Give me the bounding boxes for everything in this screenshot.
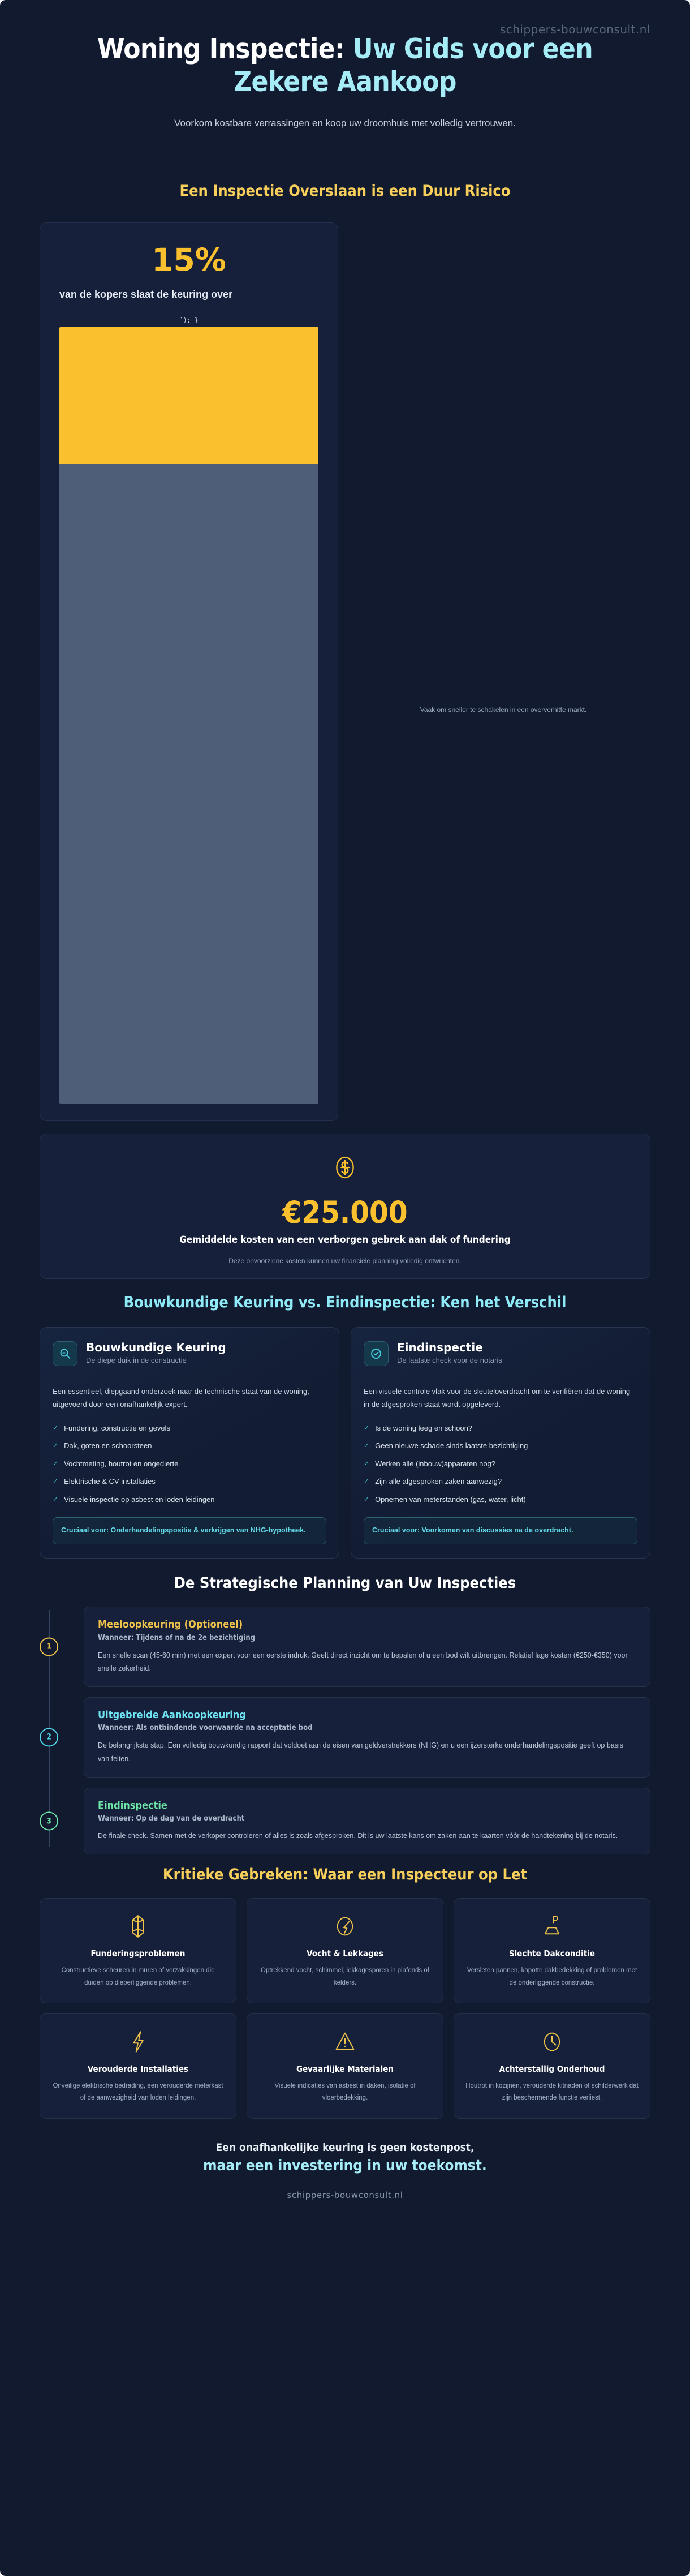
timeline-item [46,1607,650,1687]
list-item-label: Is de woning leeg en schoon? [375,1423,473,1432]
card-callout: Cruciaal voor: Voorkomen van discussies na de overdracht. [364,1517,637,1544]
money-circle-icon [63,1152,627,1186]
risk-heading: Een Inspectie Overslaan is een Duur Risico [179,182,511,200]
stat-card [40,222,338,1121]
list-item [364,1419,637,1437]
warning-triangle-icon [258,2029,432,2055]
card-checklist [364,1419,637,1509]
defect-title: Verouderde Installaties [87,2063,189,2074]
timeline-when: Wanneer: Tijdens of na de 2e bezichtiging [98,1633,256,1642]
defect-title: Achterstallig Onderhoud [499,2063,605,2074]
timeline-section [0,1573,690,1855]
list-item [53,1472,326,1491]
defect-card [40,2013,236,2119]
timeline-card [84,1607,650,1687]
card-subtitle: De laatste check voor de notaris [397,1356,502,1365]
defect-card [454,2013,650,2119]
check-circle-icon [364,1341,389,1366]
cost-card [40,1134,650,1280]
footer-website: schippers-bouwconsult.nl [287,2189,403,2200]
card-callout: Cruciaal voor: Onderhandelingspositie & verkrijgen van NHG-hypotheek. [53,1517,326,1544]
check-icon: ✓ [53,1459,59,1467]
cost-label: Gemiddelde kosten van een verborgen gebrek aan dak of fundering [179,1234,511,1246]
lightning-bolt-icon [51,2029,225,2055]
card-title: Bouwkundige Keuring [86,1341,226,1355]
timeline-heading: De Strategische Planning van Uw Inspecties [174,1574,516,1592]
timeline-card [84,1697,650,1778]
watermark-top: schippers-bouwconsult.nl [499,23,650,36]
check-icon: ✓ [53,1423,59,1432]
list-item [364,1491,637,1509]
hero-title-part2: Uw Gids voor een Zekere Aankoop [234,33,593,98]
defect-card [247,1898,443,2003]
stat-percentage: 15% [152,241,226,278]
foundation-crack-icon [51,1913,225,1939]
clock-icon [465,2029,639,2055]
comparison-section [0,1293,690,1558]
comparison-card-bouwkundige-keuring [40,1327,339,1558]
card-header [53,1341,326,1366]
list-item-label: Werken alle (inbouw)apparaten nog? [375,1459,496,1468]
defect-title: Vocht & Lekkages [307,1948,383,1959]
list-item-label: Dak, goten en schoorsteen [64,1441,152,1450]
timeline-body: De belangrijkste stap. Een volledig bouwkundig rapport dat voldoet aan de eisen van geldverstrekkers (NHG) en u een ijzersterke onderhandelingspositie geeft op basis van feiten. [98,1741,624,1763]
cost-note: Deze onvoorziene kosten kunnen uw financiële planning volledig ontwrichten. [228,1257,462,1265]
defect-card [247,2013,443,2119]
magnifier-search-icon [53,1341,77,1366]
card-description: Een visuele controle vlak voor de sleuteloverdracht om te verifiêren dat de woning in de afgesproken staat wordt opgeleverd. [364,1387,631,1409]
bar-segment-skipped [59,327,318,464]
list-item-label: Fundering, constructie en gevels [64,1423,170,1432]
list-item-label: Opnemen van meterstanden (gas, water, licht) [375,1495,526,1504]
list-item-label: Vochtmeting, houtrot en ongedierte [64,1459,179,1468]
card-header [364,1341,637,1366]
risk-section [0,181,690,1121]
list-item [53,1491,326,1509]
bar-segment-inspected [59,464,318,1104]
defects-grid [40,1898,650,2118]
footer-line-1: Een onafhankelijke keuring is geen kostenpost, [215,2141,475,2154]
timeline-item [46,1788,650,1855]
defect-description: Onveilige elektrische bedrading, een verouderde meterkast of de aanwezigheid van loden leidingen. [53,2082,223,2102]
timeline-item [46,1697,650,1778]
check-icon: ✓ [364,1459,370,1467]
timeline-title: Meeloopkeuring (Optioneel) [98,1618,243,1630]
defect-description: Visuele indicaties van asbest in daken, isolatie of vloerbedekking. [274,2082,416,2102]
defect-title: Funderingsproblemen [90,1948,186,1959]
roof-chimney-icon [465,1913,639,1939]
defect-card [454,1898,650,2003]
card-checklist [53,1419,326,1509]
timeline-step-number: 2 [40,1728,58,1746]
check-icon: ✓ [364,1423,370,1432]
chart-side-note: Vaak om sneller te schakelen in een oververhitte markt. [420,705,587,714]
list-item-label: Visuele inspectie op asbest en loden leidingen [64,1495,215,1504]
comparison-card-eindinspectie [351,1327,650,1558]
timeline-step-number: 3 [40,1812,58,1831]
defect-description: Houtrot in kozijnen, verouderde kitnaden of schilderwerk dat zijn beschermende functie verliest. [465,2082,639,2102]
defect-description: Constructieve scheuren in muren of verzakkingen die duiden op dieperliggende problemen. [61,1967,215,1986]
list-item [53,1455,326,1473]
hero-section [0,0,690,158]
check-icon: ✓ [364,1477,370,1486]
defect-description: Versleten pannen, kapotte dakbedekking of problemen met de onderliggende constructie. [467,1967,637,1986]
defect-card [40,1898,236,2003]
timeline-title: Uitgebreide Aankoopkeuring [98,1708,246,1721]
defects-heading: Kritieke Gebreken: Waar een Inspecteur op Let [162,1866,528,1884]
check-icon: ✓ [364,1495,370,1503]
timeline-step-number: 1 [40,1637,58,1656]
card-description: Een essentieel, diepgaand onderzoek naar de technische staat van de woning, uitgevoerd door een onafhankelijk expert. [53,1387,309,1409]
timeline-card [84,1788,650,1855]
hero-subtitle: Voorkom kostbare verrassingen en koop uw droomhuis met volledig vertrouwen. [174,117,516,128]
timeline [40,1607,650,1854]
defect-title: Slechte Dakconditie [508,1948,596,1959]
defects-section [0,1865,690,2118]
comparison-heading: Bouwkundige Keuring vs. Eindinspectie: Ken het Verschil [123,1294,567,1312]
check-icon: ✓ [364,1441,370,1450]
card-title: Eindinspectie [397,1341,483,1355]
timeline-when: Wanneer: Als ontbindende voorwaarde na acceptatie bod [98,1724,313,1733]
stat-label: van de kopers slaat de keuring over [59,288,233,300]
comparison-grid [40,1327,650,1558]
render-artifact-text: `); } [179,316,199,324]
card-subtitle: De diepe duik in de constructie [86,1356,187,1365]
cost-amount: €25.000 [282,1194,408,1230]
list-item [53,1437,326,1455]
list-item [364,1437,637,1455]
list-item-label: Geen nieuwe schade sinds laatste bezichtiging [375,1441,528,1450]
defect-title: Gevaarlijke Materialen [296,2063,394,2074]
bar-chart [59,327,318,1104]
footer-line-2: maar een investering in uw toekomst. [203,2157,487,2174]
list-item-label: Zijn alle afgesproken zaken aanwezig? [375,1477,502,1486]
hero-title-part1: Woning Inspectie: [97,33,353,65]
water-droplet-leak-icon [258,1913,432,1939]
timeline-title: Eindinspectie [98,1799,167,1811]
risk-chart-wrap [40,222,650,1121]
check-icon: ✓ [53,1477,59,1486]
timeline-body: De finale check. Samen met de verkoper controleren of alles is zoals afgesproken. Dit is uw laatste kans om zaken aan te kaarten vóór de handtekening bij de notaris. [98,1832,618,1840]
timeline-when: Wanneer: Op de dag van de overdracht [98,1814,245,1823]
list-item-label: Elektrische & CV-installaties [64,1477,156,1486]
list-item [364,1472,637,1491]
list-item [53,1419,326,1437]
list-item [364,1455,637,1473]
check-icon: ✓ [53,1441,59,1450]
check-icon: ✓ [53,1495,59,1503]
footer-section [40,2141,650,2206]
timeline-body: Een snelle scan (45-60 min) met een expert voor een eerste indruk. Geeft direct inzicht om te bepalen of u een bod wilt uitbrengen. Relatief lage kosten (€250-€350) voor snelle zekerheid. [98,1651,628,1672]
defect-description: Optrekkend vocht, schimmel, lekkagesporen in plafonds of kelders. [261,1967,429,1986]
page-title [40,33,650,98]
